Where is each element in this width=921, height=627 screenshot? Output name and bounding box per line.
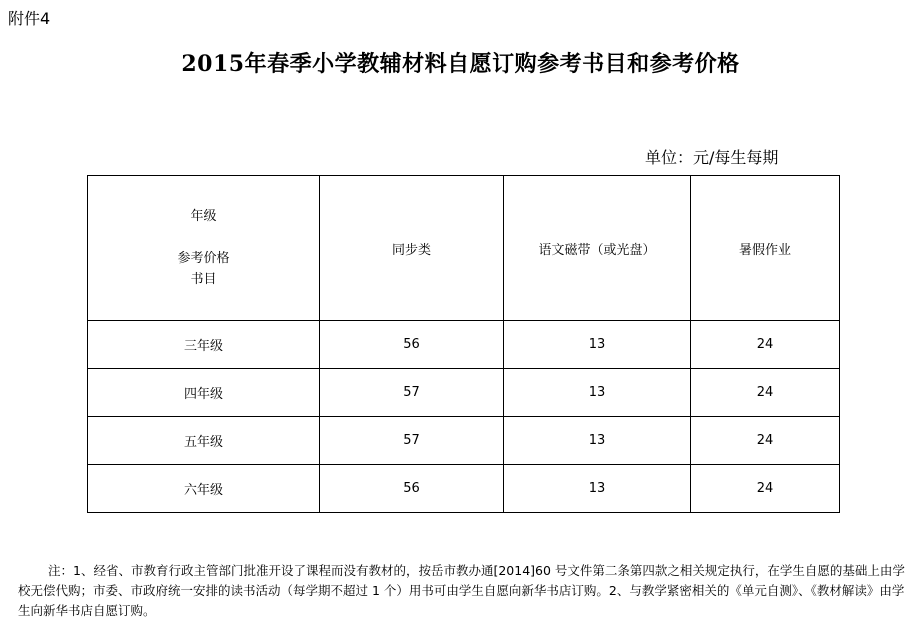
unit-label: 单位：元/每生每期 — [645, 148, 779, 167]
document-title: 2015年春季小学教辅材料自愿订购参考书目和参考价格 — [181, 51, 740, 77]
price-cell: 24 — [691, 465, 840, 513]
price-cell: 56 — [320, 465, 504, 513]
footnote: 注：1、经省、市教育行政主管部门批准开设了课程而没有教材的，按岳市教办通[2014]60 号文件第二条第四款之相关规定执行，在学生自愿的基础上由学校无偿代购；市委、市政府统一安排的读书活动（每学期不超过 1 个）用书可由学生自愿向新华书店订购。2、与教学紧密相关的《单元自测》、《教材解读》由学生向新华书店自愿订购。 — [18, 563, 905, 618]
grade-cell: 六年级 — [88, 465, 320, 513]
price-cell: 13 — [504, 465, 691, 513]
column-header-summer: 暑假作业 — [691, 176, 840, 321]
price-cell: 24 — [691, 417, 840, 465]
column-header-tape: 语文磁带（或光盘） — [504, 176, 691, 321]
table-row — [88, 465, 840, 513]
price-cell: 24 — [691, 321, 840, 369]
corner-label-grade: 年级 — [190, 209, 217, 224]
grade-cell: 五年级 — [88, 417, 320, 465]
grade-cell: 四年级 — [88, 369, 320, 417]
table-row — [88, 417, 840, 465]
corner-label-book: 书目 — [190, 272, 217, 287]
corner-header-cell — [88, 176, 320, 321]
table-row — [88, 321, 840, 369]
attachment-label: 附件4 — [8, 9, 51, 28]
price-cell: 57 — [320, 417, 504, 465]
price-cell: 57 — [320, 369, 504, 417]
column-header-sync: 同步类 — [320, 176, 504, 321]
price-cell: 56 — [320, 321, 504, 369]
grade-cell: 三年级 — [88, 321, 320, 369]
table-header-row — [88, 176, 840, 321]
price-cell: 13 — [504, 321, 691, 369]
price-cell: 13 — [504, 369, 691, 417]
corner-label-price: 参考价格 — [177, 251, 230, 266]
price-cell: 13 — [504, 417, 691, 465]
table-row — [88, 369, 840, 417]
price-table — [87, 175, 840, 513]
price-cell: 24 — [691, 369, 840, 417]
